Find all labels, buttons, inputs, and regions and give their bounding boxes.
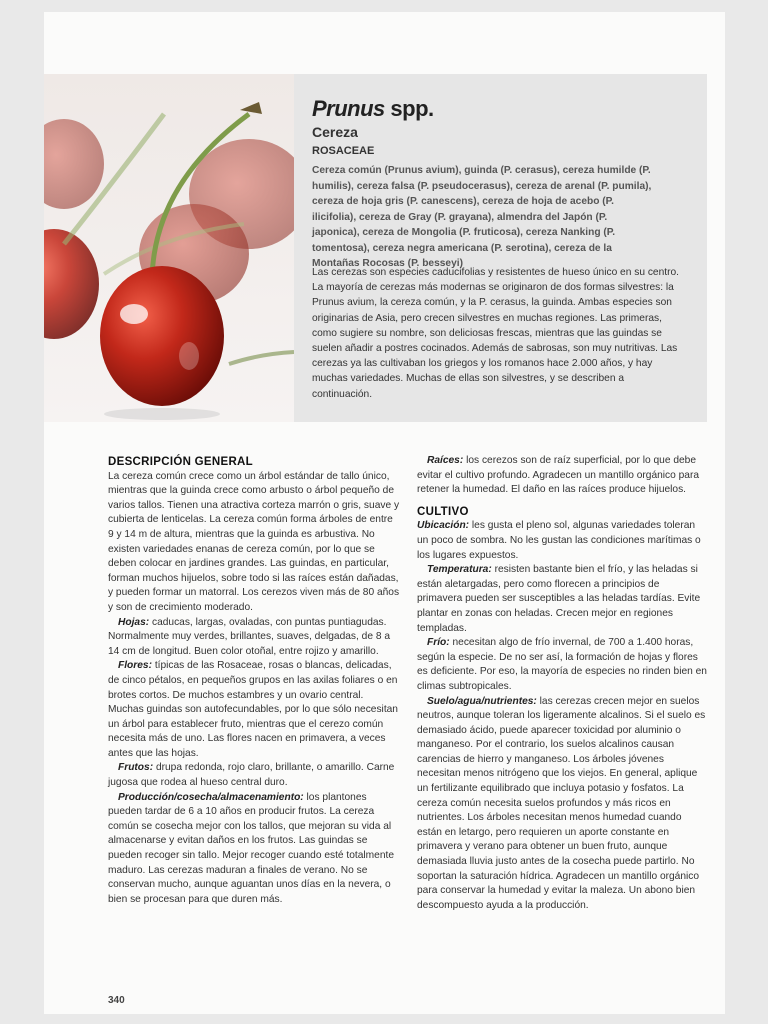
hojas-text: caducas, largas, ovaladas, con puntas puntiagudas. Normalmente muy verdes, brillantes, suaves, delgadas, de 8 a 14 cm de longitud. Buen color otoñal, entre rojizo y amarillo. [108,616,390,657]
section-heading-cultivo: CULTIVO [417,505,469,518]
raices-label: Raíces: [427,455,464,466]
title-genus: Prunus [312,96,385,121]
section-heading-descripcion: DESCRIPCIÓN GENERAL [108,456,253,468]
ubicacion-paragraph [417,519,707,563]
temperatura-label: Temperatura: [427,564,492,576]
hojas-paragraph [108,616,400,660]
flores-text: típicas de las Rosaceae, rosas o blancas, delicadas, de cinco pétalos, en pequeños grupos en las axilas foliares o en brotes cortos. De muchos estambres y un ovario central. Muchas guindas son autofecundables, por lo que sólo necesitan un árbol para establecer fruto, mientras que el cerezo común necesita más de uno. Las flores nacen en primavera, a veces antes que las hojas. [108,660,398,759]
ubicacion-label: Ubicación: [417,520,470,532]
frio-label: Frío: [427,637,450,649]
general-paragraph: La cereza común crece como un árbol estándar de tallo único, mientras que la guinda crece como arbusto o árbol pequeño de varios tallos. Tienen una atractiva corteza marrón o gris, suave y cubierta de lenticelas. La cereza común forma árboles de entre 9 y 14 m de altura, mientras que la guinda es arbustiva. No existen variedades enanas de cereza común, por lo que se deben colocar en jardines grandes. Las guindas, en particular, forman muchos hijuelos, sobre todo si las raíces están dañadas, y pueden formar un matorral. Los cerezos viven más de 80 años y son de crecimiento moderado. [108,470,400,613]
title-suffix: spp. [390,96,434,121]
suelo-paragraph [417,695,707,914]
frio-text: necesitan algo de frío invernal, de 700 a 1.400 horas, según la especie. De no ser así, la formación de hojas y flores es deficiente. Por eso, la mayoría de especies no rinden bien en climas subtropicales. [417,637,707,692]
family-name: ROSACEAE [312,145,375,157]
page-title [312,96,434,122]
frutos-text: drupa redonda, rojo claro, brillante, o amarillo. Carne jugosa que rodea al hueso central duro. [108,762,395,789]
produccion-text: los plantones pueden tardar de 6 a 10 años en producir frutos. La cereza común se cosecha mejor con los tallos, que mejoran su vida al almacenarse y evitan daños en los frutos. Las guindas se pueden recoger sin tallo. Mejor recoger cuando esté totalmente maduro. Las cerezas maduran a finales de verano. No se conservan mucho, aunque aguantan unos días en la nevera, o bien se procesan para que duren más. [108,791,394,905]
produccion-label: Producción/cosecha/almacenamiento: [118,791,304,803]
frutos-label: Frutos: [118,762,154,774]
flores-paragraph [108,659,400,761]
raices-text: los cerezos son de raíz superficial, por lo que debe evitar el cultivo profundo. Agradecen un mantillo orgánico para retener la humedad. El daño en las raíces produce hijuelos. [417,455,700,496]
flores-label: Flores: [118,660,152,672]
hojas-label: Hojas: [118,616,150,628]
left-column [108,455,400,907]
temperatura-paragraph [417,563,707,636]
cherry-photo [44,74,294,422]
page-number: 340 [108,995,125,1006]
frio-paragraph [417,636,707,694]
right-column [417,454,707,913]
temperatura-text: resisten bastante bien el frío, y las heladas si están aletargadas, pero como florecen a principios de primavera pueden ser susceptibles a las heladas tardías. Evite plantar en zonas con heladas. Crecen mejor en regiones templadas. [417,564,701,634]
suelo-text: las cerezas crecen mejor en suelos neutros, aunque toleran los ligeramente alcalinos. Si el suelo es demasiado ácido, puede aparecer toxicidad por aluminio o manganeso. Por el contrario, los suelos alcalinos causan carencias de hierro y manganeso. Los árboles jóvenes necesitan menos nitrógeno que los viejos. En general, aplique un fertilizante equilibrado que incluya potasio y fosfatos. La cereza común necesita suelos profundos y más ricos en nutrientes. Los árboles necesitan menos humedad cuando están en letargo, pero requieren un aporte constante en primavera y verano para obtener un buen fruto, aunque demasiada lluvia justo antes de la cosecha puede partirlo. No soportan la saturación hídrica. Agradecen un mantillo orgánico para conservar la humedad y evitar la maleza. Un abono bien descompuesto ayuda a la producción. [417,695,706,911]
raices-paragraph [417,454,707,498]
common-name: Cereza [312,124,358,140]
ubicacion-text: les gusta el pleno sol, algunas variedades toleran un poco de sombra. No les gustan las condiciones marítimas o los lugares expuestos. [417,520,701,561]
intro-paragraph: Las cerezas son especies caducifolias y resistentes de hueso único en su centro. La mayoría de cerezas más modernas se originaron de dos formas silvestres: la Prunus avium, la cereza común, y la P. cerasus, la guinda. Ambas especies son originarias de Asia, pero crecen silvestres en muchas regiones. Las primeras, como sugiere su nombre, son deliciosas frescas, mientras que las guindas se suelen añadir a postres cocinados. Además de sabrosas, son muy nutritivas. Las cerezas ya las cultivaban los griegos y los romanos hace 2.000 años, y hay muchas variedades. Muchas de ellas son silvestres, y se describen a continuación. [312,267,679,400]
species-names: Cereza común (Prunus avium), guinda (P. cerasus), cereza humilde (P. humilis), cereza falsa (P. pseudocerasus), cereza de arenal (P. pumila), cereza de hoja gris (P. canescens), cereza de hoja de acebo (P. ilicifolia), cereza de Gray (P. grayana), almendra del Japón (P. japonica), cereza de Mongolia (P. fruticosa), cereza Nanking (P. tomentosa), cereza negra americana (P. serotina), cereza de la Montañas Rocosas (P. besseyi) [312,165,652,269]
produccion-paragraph [108,791,400,908]
suelo-label: Suelo/agua/nutrientes: [427,695,537,707]
frutos-paragraph [108,761,400,790]
